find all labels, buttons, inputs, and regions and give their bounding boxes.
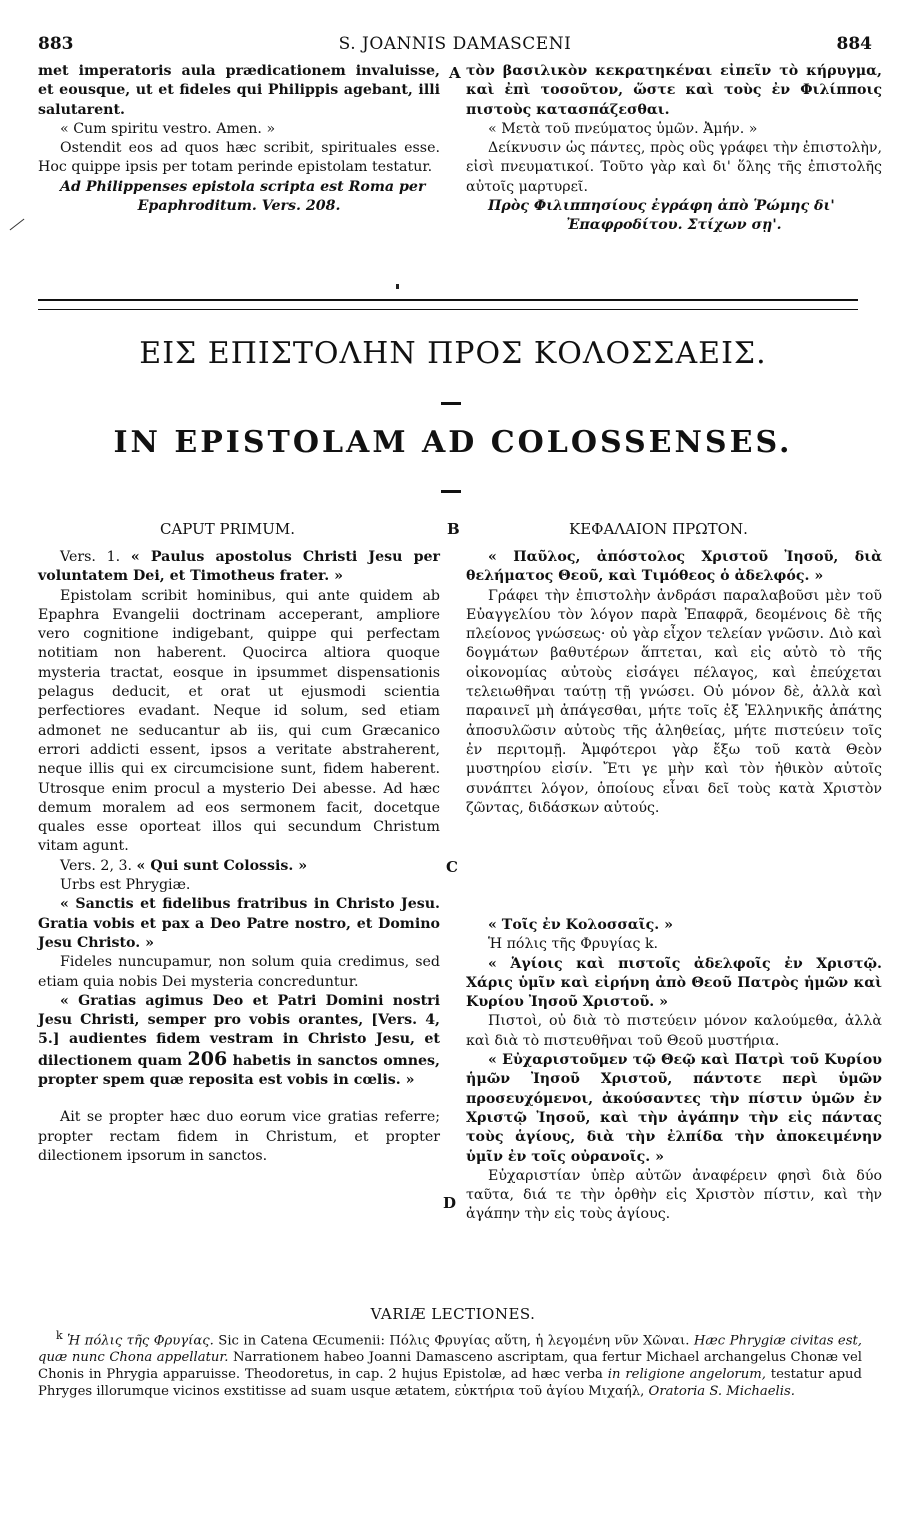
margin-slash-mark — [10, 219, 25, 231]
top-greek-subscription-2: Ἐπαφροδίτου. Στίχων σῃ'. — [566, 217, 782, 234]
page-number-right: 884 — [836, 34, 872, 54]
greek-commentary-2: Ἡ πόλις τῆς Φρυγίας k. — [488, 936, 659, 953]
footnote-k — [38, 1327, 862, 1400]
title-dash-1 — [441, 402, 461, 405]
latin-vers-2-3 — [38, 857, 440, 876]
footnote-text-1: Sic in Catena Œcumenii: Πόλις Φρυγίας αὕτη, ἡ λεγομένη νῦν Χῶναι. — [218, 1333, 690, 1349]
running-head — [38, 34, 872, 58]
verse-label: Vers. 2, 3. — [60, 857, 133, 874]
top-greek-p2: « Μετὰ τοῦ πνεύματος ὑμῶν. Ἀμήν. » — [488, 120, 758, 137]
margin-marker-c: C — [446, 858, 458, 876]
footnote-italic-3: Oratoria S. Michaelis. — [648, 1384, 795, 1400]
verse-text: « Gratias agimus Deo et Patri Domini nostri Jesu Christi, semper pro vobis orantes, [Vers. 4, 5.] audientes fidem vestram in Christo Jesu, et dilectionem quam — [38, 992, 440, 1069]
latin-commentary-2: Urbs est Phrygiæ. — [60, 877, 191, 894]
footnote-text-3: testatur apud Phryges illorumque vicinos exstitisse ad suam usque ætatem, εὐκτήρια τοῦ ἁγίου Μιχαήλ, — [38, 1367, 862, 1400]
margin-marker-d: D — [443, 1194, 457, 1212]
top-greek-p1: τὸν βασιλικὸν κεκρατηκέναι εἰπεῖν τὸ κήρυγμα, καὶ ἐπὶ τοσοῦτον, ὥστε καὶ τοὺς ἐν Φιλίπποις πιστοὺς κατασπάζεσθαι. — [466, 63, 882, 118]
top-latin-p2: « Cum spiritu vestro. Amen. » — [60, 120, 276, 137]
variae-lectiones-title: VARIÆ LECTIONES. — [370, 1305, 536, 1323]
top-latin-subscription: Ad Philippenses epistola scripta est Roma per — [60, 178, 426, 195]
footnote-italic-1: Hæc Phrygiæ civitas est, quæ nunc Chona appellatur. — [38, 1333, 862, 1366]
latin-verse-sanctis: « Sanctis et fidelibus fratribus in Christo Jesu. Gratia vobis et pax a Deo Patre nostro, et Domino Jesu Christo. » — [38, 896, 440, 951]
top-latin-p1: met imperatoris aula prædicationem invaluisse, et eousque, ut et fideles qui Philippis agebant, illi salutarent. — [38, 63, 440, 118]
verse-label: Vers. 1. — [60, 549, 121, 565]
verse-text: « Qui sunt Colossis. » — [136, 857, 308, 874]
latin-commentary-4: Ait se propter hæc duo eorum vice gratias referre; propter rectam fidem in Christum, et propter dilectionem ipsorum in sanctos. — [38, 1109, 440, 1164]
top-latin-subscription-2: Epaphroditum. Vers. 208. — [137, 198, 341, 215]
top-latin-p3: Ostendit eos ad quos hæc scribit, spirituales esse. Hoc quippe ipsis per totam perinde epistolam testatur. — [38, 140, 440, 176]
greek-column-lower — [466, 916, 882, 1225]
chapter-heading-latin: CAPUT PRIMUM. — [160, 520, 295, 538]
greek-commentary-1: Γράφει τὴν ἐπιστολὴν ἀνδράσι παραλαβοῦσι μὲν τοῦ Εὐαγγελίου τὸν λόγον παρὰ Ἐπαφρᾶ, δεομένοις δὲ τῆς πλείονος γνώσεως· οὐ γὰρ εἶχον τελείαν γνῶσιν. Διὸ καὶ δογμάτων βαθυτέρων ἅπτεται, καὶ εἰς αὐτὸ τὸ τῆς οἰκονομίας αὐτοὺς εἰσάγει πέλαγος, καὶ ἐπεύχεται τελειωθῆναι ταύτῃ τῇ γνώσει. Οὐ μόνον δὲ, ἀλλὰ καὶ παραινεῖ μὴ ἀπάγεσθαι, μήτε τοῖς ἐξ Ἑλληνικῆς ἀπάτης ἀποσυλῶσιν αὐτοὺς τῆς ἀληθείας, μήτε πιστεύειν τοῖς ἐν περιτομῇ. Ἀμφότεροι γὰρ ἔξω τοῦ κατὰ Θεὸν μυστηρίου εἰσίν. Ἔτι γε μὴν καὶ τὸν ἠθικὸν αὐτοῖς συνάπτει λόγον, ὁποίους εἶναι δεῖ τοὺς κατὰ Χριστὸν ζῶντας, διδάσκων αὐτούς. — [466, 587, 882, 816]
greek-verse-3: « Ἁγίοις καὶ πιστοῖς ἀδελφοῖς ἐν Χριστῷ. Χάρις ὑμῖν καὶ εἰρήνη ἀπὸ Θεοῦ Πατρὸς ἡμῶν καὶ Κυρίου Ἰησοῦ Χριστοῦ. » — [466, 955, 882, 1011]
top-greek-column — [466, 62, 882, 236]
section-rule-thin — [38, 309, 858, 310]
running-title: S. JOANNIS DAMASCENI — [338, 34, 572, 54]
latin-verse-gratias — [38, 992, 440, 1090]
greek-commentary-4: Εὐχαριστίαν ὑπὲρ αὐτῶν ἀναφέρειν φησὶ διὰ δύο ταῦτα, διά τε τὴν ὀρθὴν εἰς Χριστὸν πίστιν, καὶ τὴν ἀγάπην τὴν εἰς τοὺς ἁγίους. — [466, 1167, 882, 1223]
variae-lectiones-notes — [38, 1327, 862, 1400]
greek-title: ΕΙΣ ΕΠΙΣΤΟΛΗΝ ΠΡΟΣ ΚΟΛΟΣΣΑΕΙΣ. — [139, 336, 767, 371]
top-latin-column — [38, 62, 440, 216]
column-number: 206 — [187, 1047, 228, 1070]
footnote-italic-2: in religione angelorum, — [607, 1367, 766, 1383]
chapter-heading-greek: ΚΕΦΑΛΑΙΟΝ ΠΡΩΤΟΝ. — [569, 520, 748, 538]
footnote-mark: k — [56, 1329, 63, 1342]
latin-commentary-1: Epistolam scribit hominibus, qui ante quidem ab Epaphra Evangelii doctrinam acceperant, ampliore vero cognitione indigebant, quippe qui perfectam notitiam non haberent. Quocirca altiora quoque mysteria tractat, eosque in ipsummet dispensationis pelagus deducit, et orat ut ejusmodi scientia perfectiores evadant. Neque id solum, sed etiam admonet ne seducantur ab iis, qui cum Græcanico errori addicti essent, ipsos a veritate abstraherent, neque illis qui ex circumcisione sunt, fidem haberent. Utrosque enim procul a mysterio Dei abesse. Ad hæc demum moralem ad eos sermonem facit, docetque quales esse oporteat illos qui secundum Christum vitam agunt. — [38, 587, 440, 855]
latin-vers-1 — [38, 548, 440, 587]
latin-commentary-3: Fideles nuncupamur, non solum quia credimus, sed etiam quia nobis Dei mysteria concreduntur. — [38, 954, 440, 990]
margin-marker-b: B — [447, 520, 460, 538]
greek-verse-2: « Τοῖς ἐν Κολοσσαῖς. » — [488, 917, 673, 933]
top-greek-p3: Δείκνυσιν ὡς πάντες, πρὸς οὓς γράφει τὴν ἐπιστολὴν, εἰσὶ πνευματικοί. Τοῦτο γὰρ καὶ δι' ὅλης τῆς ἐπιστολῆς αὐτοῖς μαρτυρεῖ. — [466, 140, 882, 195]
footnote-lemma: Ἡ πόλις τῆς Φρυγίας. — [67, 1333, 214, 1349]
footnote-text-2: Narrationem habeo Joanni Damasceno ascriptam, qua fertur Michael archangelus Chonæ vel Chonis in Phrygia apparuisse. Theodoretus, in cap. 2 hujus Epistolæ, ad hæc verba — [38, 1350, 862, 1383]
verse-text-cont: habetis in sanctos omnes, propter spem quæ reposita est vobis in cœlis. » — [38, 1052, 440, 1089]
page-number-left: 883 — [38, 34, 74, 54]
title-dash-2 — [441, 490, 461, 493]
top-greek-subscription: Πρὸς Φιλιππησίους ἐγράφη ἀπὸ Ῥώμης δι' — [488, 198, 835, 215]
greek-column-upper — [466, 548, 882, 818]
section-rule-thick — [38, 299, 858, 301]
margin-marker-a: A — [449, 64, 461, 82]
latin-column — [38, 548, 440, 1166]
greek-commentary-3: Πιστοὶ, οὐ διὰ τὸ πιστεύειν μόνον καλούμεθα, ἀλλὰ καὶ διὰ τὸ πιστευθῆναι τοῦ Θεοῦ μυστήρια. — [466, 1013, 882, 1049]
verse-text: « Paulus apostolus Christi Jesu per voluntatem Dei, et Timotheus frater. » — [38, 549, 440, 585]
latin-title: IN EPISTOLAM AD COLOSSENSES. — [113, 425, 793, 460]
greek-verse-1: « Παῦλος, ἀπόστολος Χριστοῦ Ἰησοῦ, διὰ θελήματος Θεοῦ, καὶ Τιμόθεος ὁ ἀδελφός. » — [466, 549, 882, 585]
ink-dot — [396, 284, 399, 289]
greek-verse-4: « Εὐχαριστοῦμεν τῷ Θεῷ καὶ Πατρὶ τοῦ Κυρίου ἡμῶν Ἰησοῦ Χριστοῦ, πάντοτε περὶ ὑμῶν προσευχόμενοι, ἀκούσαντες τὴν πίστιν ὑμῶν ἐν Χριστῷ Ἰησοῦ, καὶ τὴν ἀγάπην τὴν εἰς πάντας τοὺς ἁγίους, διὰ τὴν ἐλπίδα τὴν ἀποκειμένην ὑμῖν ἐν τοῖς οὐρανοῖς. » — [466, 1052, 882, 1165]
